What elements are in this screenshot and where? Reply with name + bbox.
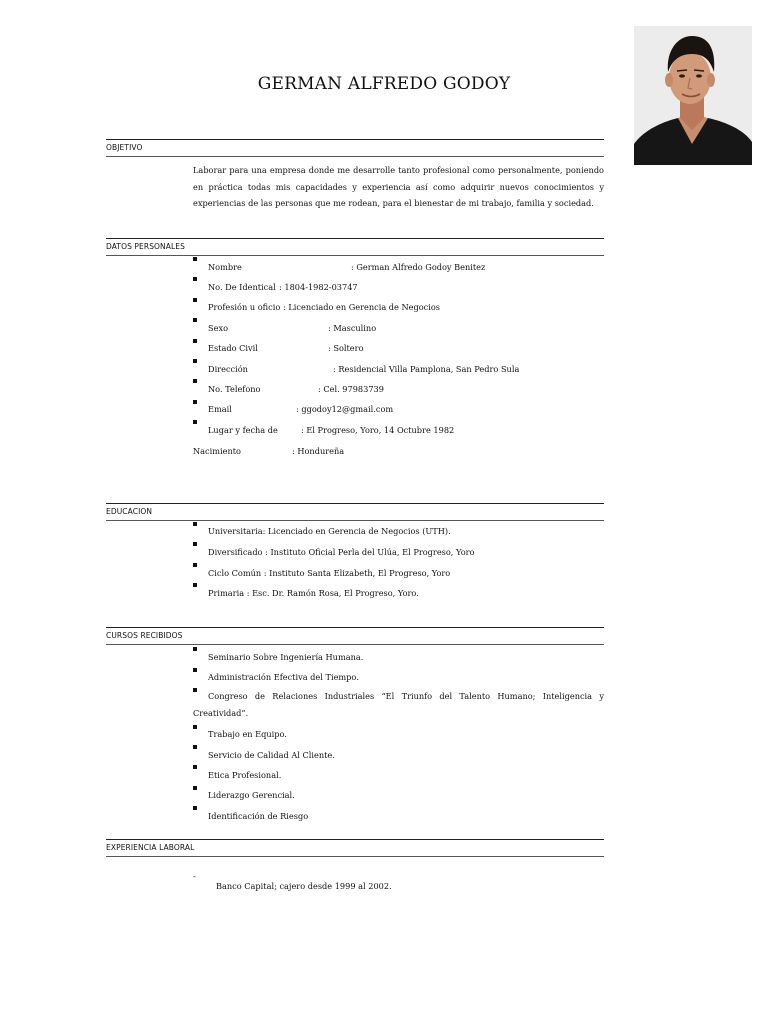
bullet-icon [193,563,197,567]
bullet-icon [193,379,197,383]
datos-value: : Soltero [328,343,364,353]
section-title: EXPERIENCIA LABORAL [106,843,195,852]
datos-value: : German Alfredo Godoy Benitez [351,262,486,272]
bullet-icon [193,806,197,810]
bullet-icon [193,786,197,790]
course-item: Etica Profesional. [208,770,282,780]
bullet-icon [193,298,197,302]
bullet-icon [193,647,197,651]
bullet-icon [193,420,197,424]
course-item: Servicio de Calidad Al Cliente. [208,750,335,760]
datos-value: : 1804-1982-03747 [279,282,358,292]
datos-value: : Hondureña [292,446,345,456]
datos-label: Profesión u oficio [208,302,281,312]
datos-label: No. De Identical [208,282,276,292]
bullet-icon [193,277,197,281]
datos-label: Lugar y fecha de [208,425,278,435]
bullet-icon [193,359,197,363]
datos-label: Nacimiento [193,446,241,456]
section-header-experiencia [106,839,604,857]
course-item: Trabajo en Equipo. [208,729,287,739]
datos-value: : Masculino [328,323,377,333]
bullet-icon [193,400,197,404]
experience-item: Banco Capital; cajero desde 1999 al 2002. [216,881,392,891]
datos-value: : Cel. 97983739 [318,384,384,394]
section-header-objetivo [106,139,604,157]
bullet-icon [193,668,197,672]
course-item: Seminario Sobre Ingeniería Humana. [208,652,364,662]
course-item: Congreso de Relaciones Industriales “El Triunfo del Talento Humano; Inteligencia y Creatividad”. [193,691,604,718]
course-item: Administración Efectiva del Tiempo. [208,672,359,682]
bullet-icon [193,542,197,546]
bullet-icon [193,339,197,343]
education-item: Primaria : Esc. Dr. Ramón Rosa, El Progreso, Yoro. [208,588,419,598]
education-item: Universitaria: Licenciado en Gerencia de Negocios (UTH). [208,526,451,536]
profile-photo [634,26,752,165]
section-header-datos-personales [106,238,604,256]
section-title: CURSOS RECIBIDOS [106,631,183,640]
datos-label: Estado Civil [208,343,258,353]
course-item: Liderazgo Gerencial. [208,790,295,800]
datos-value: : ggodoy12@gmail.com [296,404,394,414]
datos-value: : Licenciado en Gerencia de Negocios [283,302,441,312]
course-item: Identificación de Riesgo [208,811,309,821]
datos-label: Nombre [208,262,242,272]
education-item: Diversificado : Instituto Oficial Perla del Ulúa, El Progreso, Yoro [208,547,475,557]
datos-label: Dirección [208,364,248,374]
datos-label: Sexo [208,323,229,333]
datos-label: Email [208,404,232,414]
datos-value: : El Progreso, Yoro, 14 Octubre 1982 [301,425,455,435]
dash-marker: - [193,872,196,881]
section-header-cursos [106,627,604,645]
bullet-icon [193,522,197,526]
section-title: EDUCACION [106,507,153,516]
bullet-icon [193,318,197,322]
datos-label: No. Telefono [208,384,261,394]
bullet-icon [193,745,197,749]
bullet-icon [193,257,197,261]
bullet-icon [193,583,197,587]
bullet-icon [193,765,197,769]
section-title: DATOS PERSONALES [106,242,185,251]
section-header-educacion [106,503,604,521]
bullet-icon [193,725,197,729]
objective-text: Laborar para una empresa donde me desarrolle tanto profesional como personalmente, poniendo en práctica todas mis capacidades y experiencia así como adquirir nuevos conocimientos y experiencias de las personas que me rodean, para el bienestar de mi trabajo, familia y sociedad. [193,165,604,208]
education-item: Ciclo Común : Instituto Santa Elizabeth, El Progreso, Yoro [208,568,451,578]
section-title: OBJETIVO [106,143,143,152]
page-title: GERMAN ALFREDO GODOY [257,74,511,94]
datos-value: : Residencial Villa Pamplona, San Pedro Sula [333,364,520,374]
